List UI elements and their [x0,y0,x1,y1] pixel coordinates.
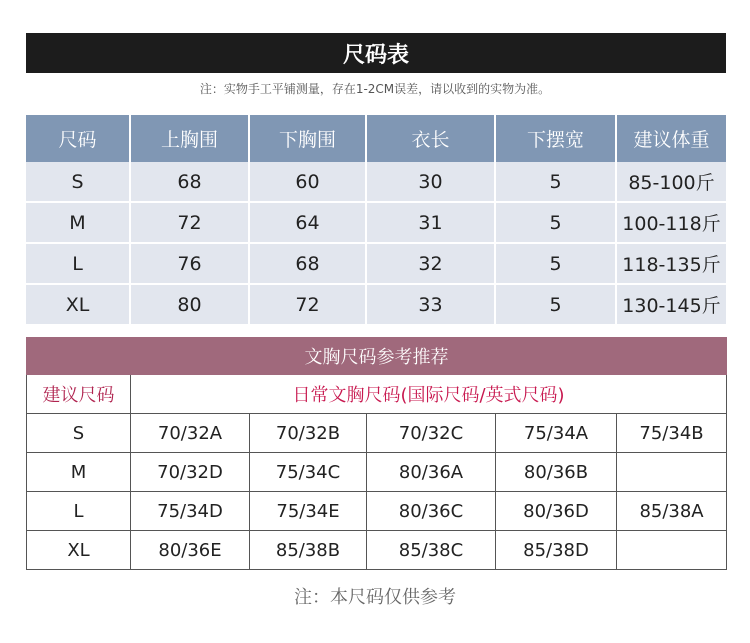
cell-weight: 85-100斤 [616,162,726,202]
cell-upper-bust: 80 [130,284,249,325]
cell-size: S [26,162,130,202]
cell-bra-size: 80/36D [496,492,617,531]
cell-length: 30 [366,162,495,202]
cell-bra-size: 70/32C [367,414,496,453]
cell-bra-size [617,453,727,492]
cell-size: M [26,202,130,243]
header-under-bust: 下胸围 [249,115,366,162]
page-title: 尺码表 [26,33,726,73]
cell-length: 32 [366,243,495,284]
header-upper-bust: 上胸围 [130,115,249,162]
recommended-size-label: 建议尺码 [27,375,131,414]
cell-upper-bust: 72 [130,202,249,243]
cell-hem-width: 5 [495,202,616,243]
reference-note: 注：本尺码仅供参考 [294,587,456,608]
cell-bra-size: 80/36C [367,492,496,531]
header-hem-width: 下摆宽 [495,115,616,162]
cell-weight: 118-135斤 [616,243,726,284]
table-row [27,531,727,570]
bra-size-table [26,337,727,570]
table-row [26,243,726,284]
cell-hem-width: 5 [495,284,616,325]
table-row [26,162,726,202]
cell-bra-size: 75/34C [250,453,367,492]
cell-bra-size [617,531,727,570]
measurement-note: 注：实物手工平铺测量，存在1-2CM误差，请以收到的实物为准。 [199,82,551,96]
cell-size: L [26,243,130,284]
header-recommended-weight: 建议体重 [616,115,726,162]
cell-length: 33 [366,284,495,325]
cell-under-bust: 72 [249,284,366,325]
table-row [27,453,727,492]
cell-bra-size: 85/38D [496,531,617,570]
cell-size: XL [27,531,131,570]
cell-size: XL [26,284,130,325]
header-length: 衣长 [366,115,495,162]
cell-bra-size: 75/34B [617,414,727,453]
cell-under-bust: 64 [249,202,366,243]
cell-size: M [27,453,131,492]
cell-bra-size: 80/36A [367,453,496,492]
cell-bra-size: 70/32A [131,414,250,453]
table-row [26,284,726,325]
bra-table-title: 文胸尺码参考推荐 [27,338,727,375]
cell-hem-width: 5 [495,162,616,202]
cell-length: 31 [366,202,495,243]
cell-hem-width: 5 [495,243,616,284]
cell-bra-size: 75/34E [250,492,367,531]
cell-bra-size: 85/38C [367,531,496,570]
size-chart-header-row [26,115,726,162]
cell-bra-size: 80/36E [131,531,250,570]
cell-size: L [27,492,131,531]
bra-table-title-row [27,338,727,375]
cell-bra-size: 70/32D [131,453,250,492]
daily-bra-size-label: 日常文胸尺码(国际尺码/英式尺码) [131,375,727,414]
cell-bra-size: 85/38A [617,492,727,531]
cell-bra-size: 75/34D [131,492,250,531]
cell-size: S [27,414,131,453]
bra-table-label-row [27,375,727,414]
table-row [27,414,727,453]
cell-bra-size: 75/34A [496,414,617,453]
cell-upper-bust: 76 [130,243,249,284]
cell-bra-size: 80/36B [496,453,617,492]
cell-bra-size: 70/32B [250,414,367,453]
cell-weight: 100-118斤 [616,202,726,243]
cell-under-bust: 68 [249,243,366,284]
cell-under-bust: 60 [249,162,366,202]
cell-upper-bust: 68 [130,162,249,202]
size-chart-table [26,115,726,326]
cell-weight: 130-145斤 [616,284,726,325]
cell-bra-size: 85/38B [250,531,367,570]
header-size: 尺码 [26,115,130,162]
table-row [27,492,727,531]
table-row [26,202,726,243]
